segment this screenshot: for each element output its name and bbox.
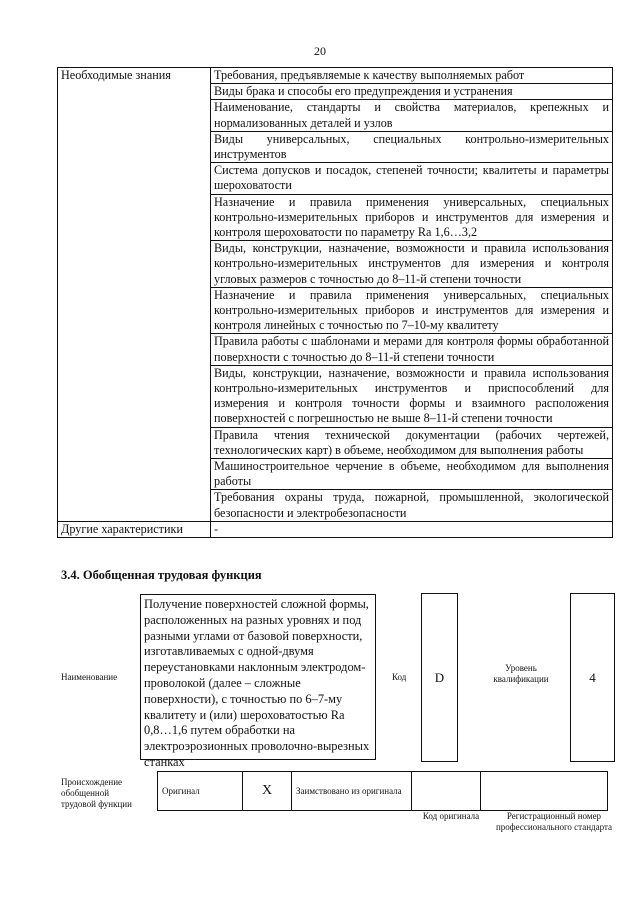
code-value-box: D (421, 593, 458, 762)
qualification-level-label: Уровень квалификации (493, 663, 549, 684)
table-cell: Правила работы с шаблонами и мерами для контроля формы обработанной поверхности с точностью до 8–11-й степени точности (211, 334, 613, 365)
table-row (58, 68, 613, 84)
table-cell: Назначение и правила применения универсальных, специальных контрольно-измерительных приборов и инструментов для измерения и контроля линейных с точностью по 7–10-му квалитету (211, 287, 613, 334)
table-cell: - (211, 521, 613, 537)
table-cell: Машиностроительное черчение в объеме, необходимом для выполнения работы (211, 459, 613, 490)
table-cell: Виды брака и способы его предупреждения и устранения (211, 84, 613, 100)
qualification-level-box: 4 (570, 593, 615, 762)
table-row (58, 521, 613, 537)
name-label: Наименование (61, 672, 118, 682)
origin-table (157, 771, 608, 811)
origin-label: Происхождение обобщенной трудовой функции (61, 777, 132, 809)
table-cell: Требования, предъявляемые к качеству выполняемых работ (211, 68, 613, 84)
table-cell: Виды, конструкции, назначение, возможности и правила использования контрольно-измерительных инструментов и приспособлений для измерения и контроля точности формы и взаимного расположения поверхностей с погрешностью не выше 8–11-й степени точности (211, 365, 613, 427)
table-cell: Наименование, стандарты и свойства материалов, крепежных и нормализованных деталей и узлов (211, 100, 613, 131)
table-row (158, 772, 608, 811)
borrowed-label: Заимствовано из оригинала (292, 772, 412, 811)
code-original-caption: Код оригинала (422, 811, 480, 821)
original-label: Оригинал (158, 772, 243, 811)
name-value-box: Получение поверхностей сложной формы, расположенных на разных уровнях и под разными углами от базовой поверхности, изготавливаемых с одной-двумя переустановками наклонным электродом-проволокой (далее – сложные поверхности), с точностью по 6–7-му квалитету и (или) шероховатостью Ra 0,8…1,6 путем обработки на электроэрозионных проволочно-вырезных станках (140, 594, 376, 760)
table-cell: Требования охраны труда, пожарной, промышленной, экологической безопасности и электробезопасности (211, 490, 613, 521)
table-cell: Назначение и правила применения универсальных, специальных контрольно-измерительных приборов и инструментов для измерения и контроля шероховатости по параметру Ra 1,6…3,2 (211, 194, 613, 241)
section-heading: 3.4. Обобщенная трудовая функция (61, 568, 262, 582)
reg-number-cell (481, 772, 608, 811)
table-cell: Виды универсальных, специальных контрольно-измерительных инструментов (211, 131, 613, 162)
original-mark: X (243, 772, 292, 811)
code-label: Код (392, 672, 407, 682)
row-label-knowledge: Необходимые знания (58, 68, 211, 522)
row-label-other: Другие характеристики (58, 521, 211, 537)
table-cell: Виды, конструкции, назначение, возможности и правила использования контрольно-измерительных инструментов для измерения и контроля угловых размеров с точностью до 8–11-й степени точности (211, 241, 613, 288)
table-cell: Правила чтения технической документации (рабочих чертежей, технологических карт) в объеме, необходимом для выполнения работы (211, 427, 613, 458)
code-original-cell (412, 772, 481, 811)
table-cell: Система допусков и посадок, степеней точности; квалитеты и параметры шероховатости (211, 163, 613, 194)
page-number: 20 (314, 44, 326, 58)
knowledge-table (57, 67, 613, 538)
reg-number-caption: Регистрационный номер профессионального стандарта (495, 811, 613, 832)
